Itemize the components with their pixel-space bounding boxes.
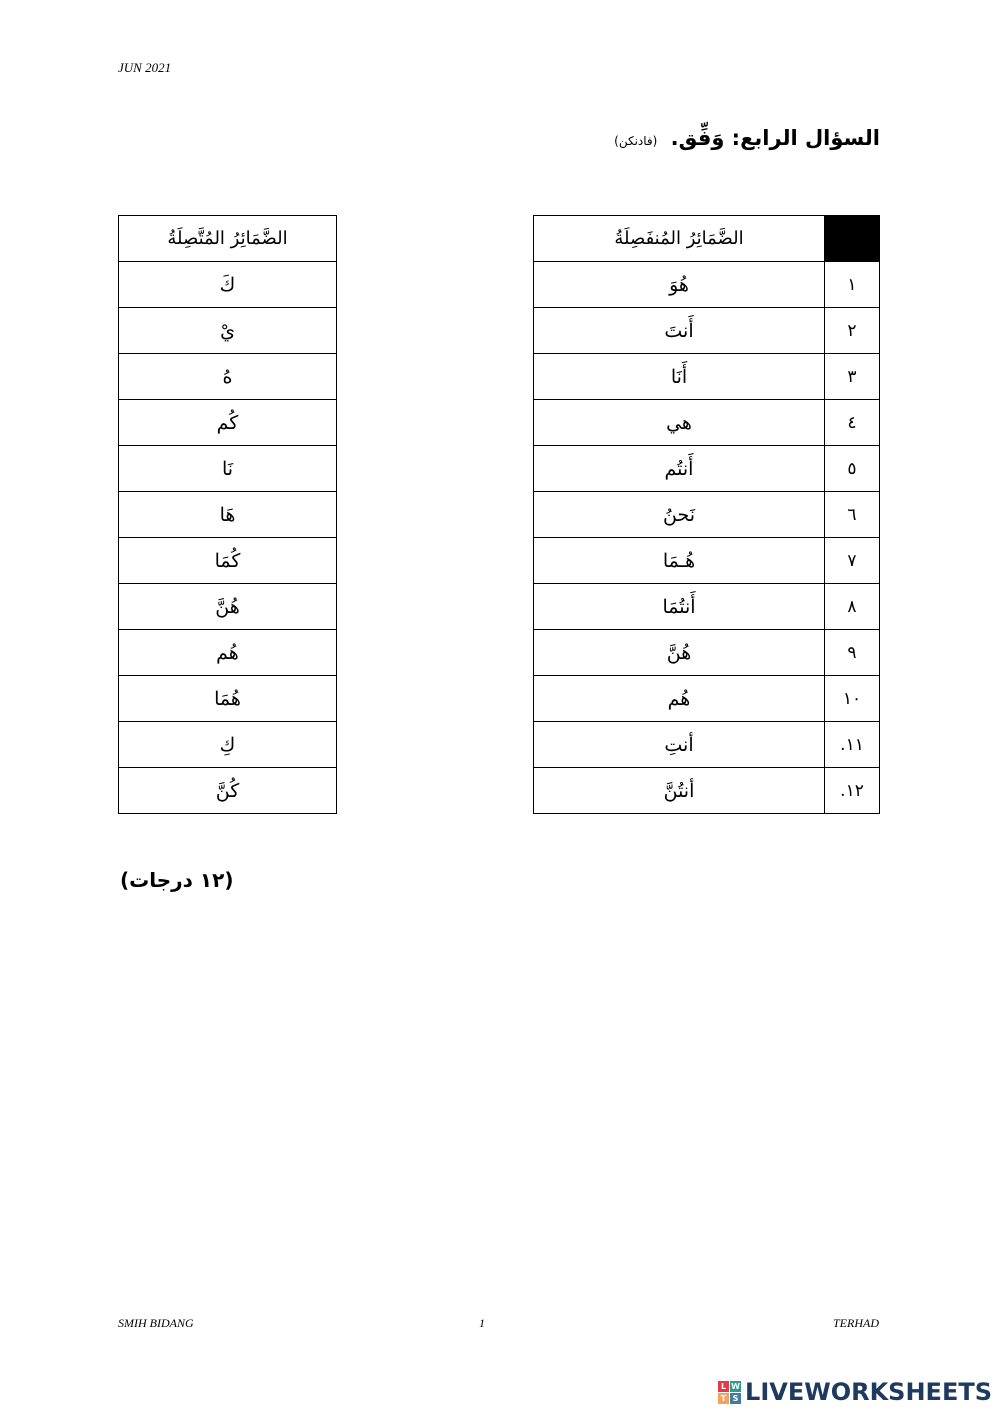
table-row [534, 492, 880, 538]
attached-pronoun-cell: كُمَا [119, 538, 337, 584]
row-number: ٧ [825, 538, 880, 584]
attached-pronoun-cell: هَا [119, 492, 337, 538]
question-note: (فادنكن) [614, 134, 658, 148]
attached-pronoun-cell: كِ [119, 722, 337, 768]
table-row [534, 308, 880, 354]
attached-pronoun-cell: كُم [119, 400, 337, 446]
footer-right: TERHAD [833, 1316, 879, 1330]
question-title [614, 126, 880, 150]
row-number: ٦ [825, 492, 880, 538]
detached-pronouns-header: الضَّمَائِرُ المُنفَصِلَةُ [534, 216, 825, 262]
detached-pronoun-cell: هُم [534, 676, 825, 722]
attached-pronoun-cell: نَا [119, 446, 337, 492]
attached-pronoun-cell: هُم [119, 630, 337, 676]
row-number: ٢ [825, 308, 880, 354]
logo-tile: T [718, 1393, 729, 1404]
footer-left: SMIH BIDANG [118, 1316, 194, 1330]
row-number: ١٠ [825, 676, 880, 722]
row-number: ١٢. [825, 768, 880, 814]
row-number: ١ [825, 262, 880, 308]
detached-pronoun-cell: هُنَّ [534, 630, 825, 676]
table-row [534, 400, 880, 446]
logo-tile: S [730, 1393, 741, 1404]
attached-pronoun-cell: كَ [119, 262, 337, 308]
detached-pronoun-cell: أَنتَ [534, 308, 825, 354]
table-row [534, 676, 880, 722]
attached-pronoun-cell: هُمَا [119, 676, 337, 722]
attached-pronoun-cell: هُنَّ [119, 584, 337, 630]
table-row [534, 354, 880, 400]
row-number: ٤ [825, 400, 880, 446]
header-black-cell [825, 216, 880, 262]
detached-pronoun-cell: أنتُنَّ [534, 768, 825, 814]
table-row [534, 538, 880, 584]
footer-page-number: 1 [479, 1316, 485, 1330]
detached-pronoun-cell: نَحنُ [534, 492, 825, 538]
table-row [534, 262, 880, 308]
attached-pronouns-table [118, 215, 337, 814]
detached-pronoun-cell: هُـمَا [534, 538, 825, 584]
attached-pronoun-cell: كُنَّ [119, 768, 337, 814]
row-number: ١١. [825, 722, 880, 768]
attached-pronoun-cell: هُ [119, 354, 337, 400]
score-label: (١٢ درجات) [120, 868, 234, 892]
row-number: ٣ [825, 354, 880, 400]
detached-pronoun-cell: هُوَ [534, 262, 825, 308]
table-row [534, 768, 880, 814]
question-title-text: السؤال الرابع: وَفِّق. [670, 126, 880, 150]
table-row [534, 722, 880, 768]
logo-tile: L [718, 1381, 729, 1392]
attached-pronouns-header: الضَّمَائِرُ المُتَّصِلَةُ [119, 216, 337, 262]
row-number: ٥ [825, 446, 880, 492]
liveworksheets-wordmark: LIVEWORKSHEETS [745, 1378, 992, 1406]
table-row [534, 630, 880, 676]
liveworksheets-brand [718, 1377, 992, 1407]
detached-pronoun-cell: أنتِ [534, 722, 825, 768]
header-date: JUN 2021 [118, 60, 172, 75]
liveworksheets-logo-icon [718, 1381, 741, 1404]
row-number: ٩ [825, 630, 880, 676]
attached-pronoun-cell: يْ [119, 308, 337, 354]
row-number: ٨ [825, 584, 880, 630]
detached-pronouns-table [533, 215, 880, 814]
detached-pronoun-cell: أَنَا [534, 354, 825, 400]
detached-pronoun-cell: أَنتُمَا [534, 584, 825, 630]
detached-pronoun-cell: هي [534, 400, 825, 446]
table-row [534, 446, 880, 492]
logo-tile: W [731, 1381, 740, 1391]
detached-pronoun-cell: أَنتُم [534, 446, 825, 492]
table-row [534, 584, 880, 630]
